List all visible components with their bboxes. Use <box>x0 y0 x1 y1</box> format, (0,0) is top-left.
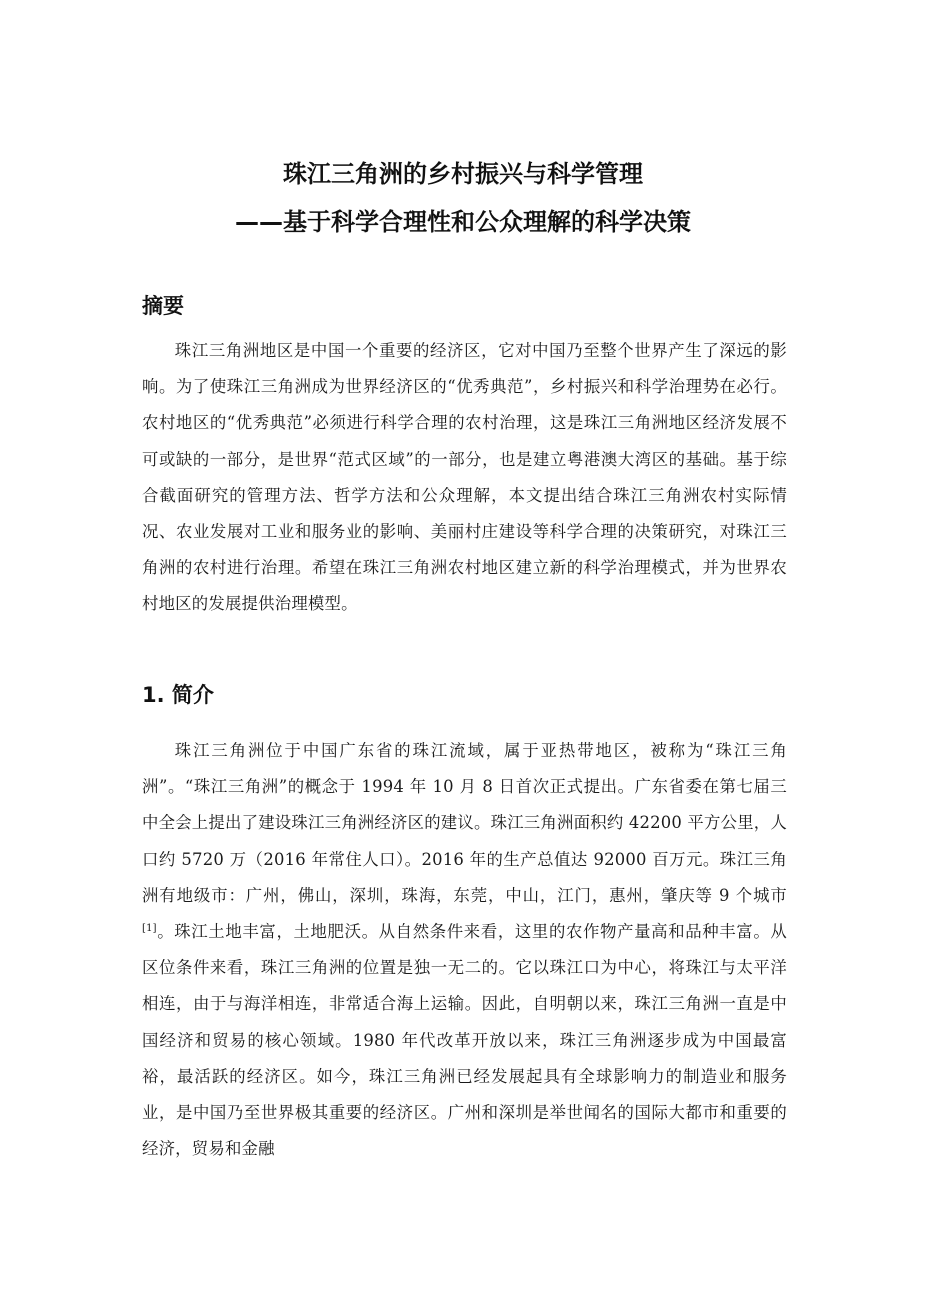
citation-reference[interactable]: [1] <box>142 923 157 935</box>
abstract-paragraph: 珠江三角洲地区是中国一个重要的经济区，它对中国乃至整个世界产生了深远的影响。为了使珠江三角洲成为世界经济区的“优秀典范”，乡村振兴和科学治理势在必行。农村地区的“优秀典范”必须进行科学合理的农村治理，这是珠江三角洲地区经济发展不可或缺的一部分，是世界“范式区域”的一部分，也是建立粤港澳大湾区的基础。基于综合截面研究的管理方法、哲学方法和公众理解，本文提出结合珠江三角洲农村实际情况、农业发展对工业和服务业的影响、美丽村庄建设等科学合理的决策研究，对珠江三角洲的农村进行治理。希望在珠江三角洲农村地区建立新的科学治理模式，并为世界农村地区的发展提供治理模型。 <box>142 341 787 614</box>
paper-title: 珠江三角洲的乡村振兴与科学管理 <box>283 160 643 188</box>
introduction-paragraph <box>142 733 787 1167</box>
paper-subtitle: ——基于科学合理性和公众理解的科学决策 <box>235 208 691 236</box>
introduction-text-part1: 珠江三角洲位于中国广东省的珠江流域，属于亚热带地区，被称为“珠江三角洲”。“珠江三角洲”的概念于 1994 年 10 月 8 日首次正式提出。广东省委在第七届三中全会上提出了建设珠江三角洲经济区的建议。珠江三角洲面积约 42200 平方公里，人口约 5720 万（2016 年常住人口）。2016 年的生产总值达 92000 百万元。珠江三角洲有地级市：广州，佛山，深圳，珠海，东莞，中山，江门，惠州，肇庆等 9 个城市 <box>142 741 787 905</box>
abstract-heading: 摘要 <box>142 294 184 318</box>
introduction-text-part2: 。珠江土地丰富，土地肥沃。从自然条件来看，这里的农作物产量高和品种丰富。从区位条件来看，珠江三角洲的位置是独一无二的。它以珠江口为中心，将珠江与太平洋相连，由于与海洋相连，非常适合海上运输。因此，自明朝以来，珠江三角洲一直是中国经济和贸易的核心领域。1980 年代改革开放以来，珠江三角洲逐步成为中国最富裕，最活跃的经济区。如今，珠江三角洲已经发展起具有全球影响力的制造业和服务业，是中国乃至世界极其重要的经济区。广州和深圳是举世闻名的国际大都市和重要的经济，贸易和金融 <box>142 922 787 1159</box>
introduction-heading: 1. 简介 <box>142 683 214 707</box>
